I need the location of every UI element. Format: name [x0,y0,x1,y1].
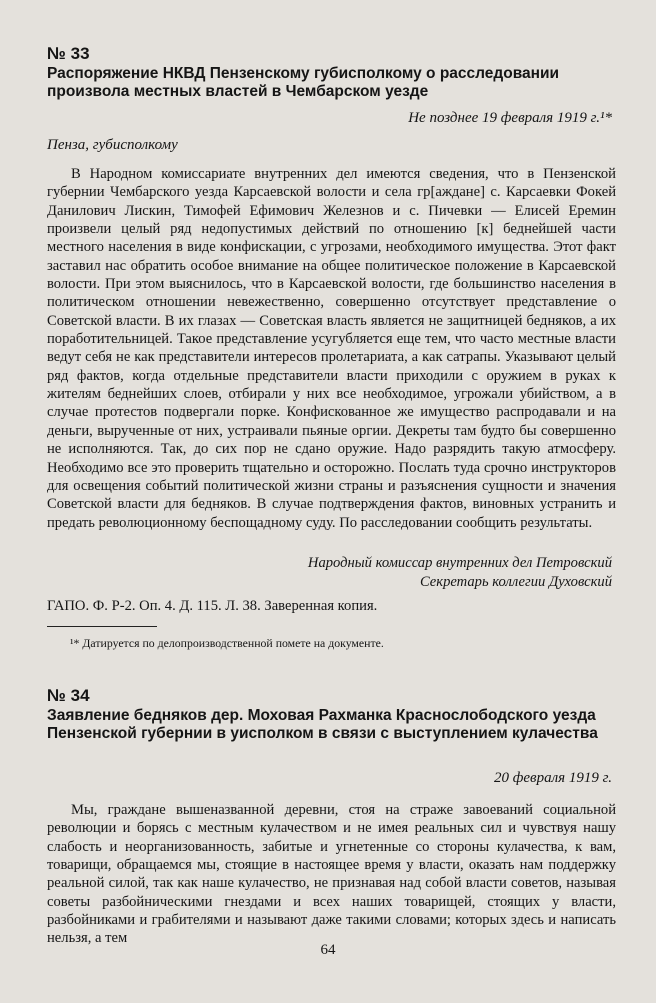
document-date: 20 февраля 1919 г. [494,770,612,786]
document-number: № 33 [47,44,90,63]
archive-reference: ГАПО. Ф. Р-2. Оп. 4. Д. 115. Л. 38. Заверенная копия. [47,598,378,614]
body-paragraph: Мы, граждане вышеназванной деревни, стоя на страже завоеваний социальной революции и борясь с местным кулачеством и не имея реальных сил и чувствуя нашу слабость и неорганизованность, забитые и угнетенные со стороны кулачества, к вам, товарищи, обращаемся мы, стоящие в настоящее время у власти, оказать нам поддержку реальной силой, так как наше кулачество, не признавая над собой власти советов, называя советы разбойническими гнездами и всех наших товарищей, стоящих у власти, разбойниками и грабителями и называют даже такими словами; которых здесь и написать нельзя, а тем [47,802,616,947]
signature-block [308,554,612,591]
document-body [47,801,616,948]
document-number: № 34 [47,686,90,705]
page-number: 64 [320,942,336,958]
document-date: Не позднее 19 февраля 1919 г.¹* [408,110,612,126]
document-title: Заявление бедняков дер. Моховая Рахманка Краснослободского уезда Пензенской губернии в уисполком в связи с выступлением кулачества [47,707,598,742]
footnote-divider [47,626,157,627]
signature-commissar: Народный комиссар внутренних дел Петровский [307,555,612,571]
document-body [47,165,616,532]
body-paragraph: В Народном комиссариате внутренних дел имеются сведения, что в Пензенской губернии Чембарского уезда Карсаевской волости и села гр[аждане] с. Карсаевки Фокей Данилович Лискин, Тимофей Ефимович Железнов и с. Пичевки — Елисей Еремин произвели целый ряд недопустимых действий по отношению [к] беднейшей части местного населения в виде конфискации, с угрозами, необходимого имущества. Этот факт заставил нас обратить особое внимание на общее политическое положение в Карсаевской волости. При этом выяснилось, что в Карсаевской волости, где большинство населения в политическом отношении невежественно, совершенно отсутствует представление о Советской власти. В их глазах — Советская власть является не защитницей бедняков, а их поработительницей. Такое представление усугубляется еще тем, что часто местные власти ведут себя не как представители интересов пролетариата, а как сатрапы. Указывают целый ряд фактов, когда отдельные представители власти приходили с оружием в руках к жителям беднейших слоев, отбирали у них все необходимое, угрожали убийством, а в случае протестов подвергали порке. Конфискованное же имущество распродавали и на деньги, вырученные от них, устраивали пьяные оргии. Декреты там будто бы совершенно не исполняются. Так, до сих пор не сдано оружие. Надо разрядить такую атмосферу. Необходимо все это проверить тщательно и осторожно. Послать туда срочно инструкторов для освещения событий политической жизни страны и разъяснения сущности и значения Советской власти для бедняков. В случае подтверждения фактов, виновных устранить и предать революционному беспощадному суду. По расследовании сообщить результаты. [47,166,616,531]
document-title: Распоряжение НКВД Пензенскому губисполкому о расследовании произвола местных властей в Чембарском уезде [47,65,560,100]
footnote: ¹* Датируется по делопроизводственной помете на документе. [70,636,384,650]
signature-secretary: Секретарь коллегии Духовский [419,573,612,590]
addressee: Пенза, губисполкому [47,137,178,153]
